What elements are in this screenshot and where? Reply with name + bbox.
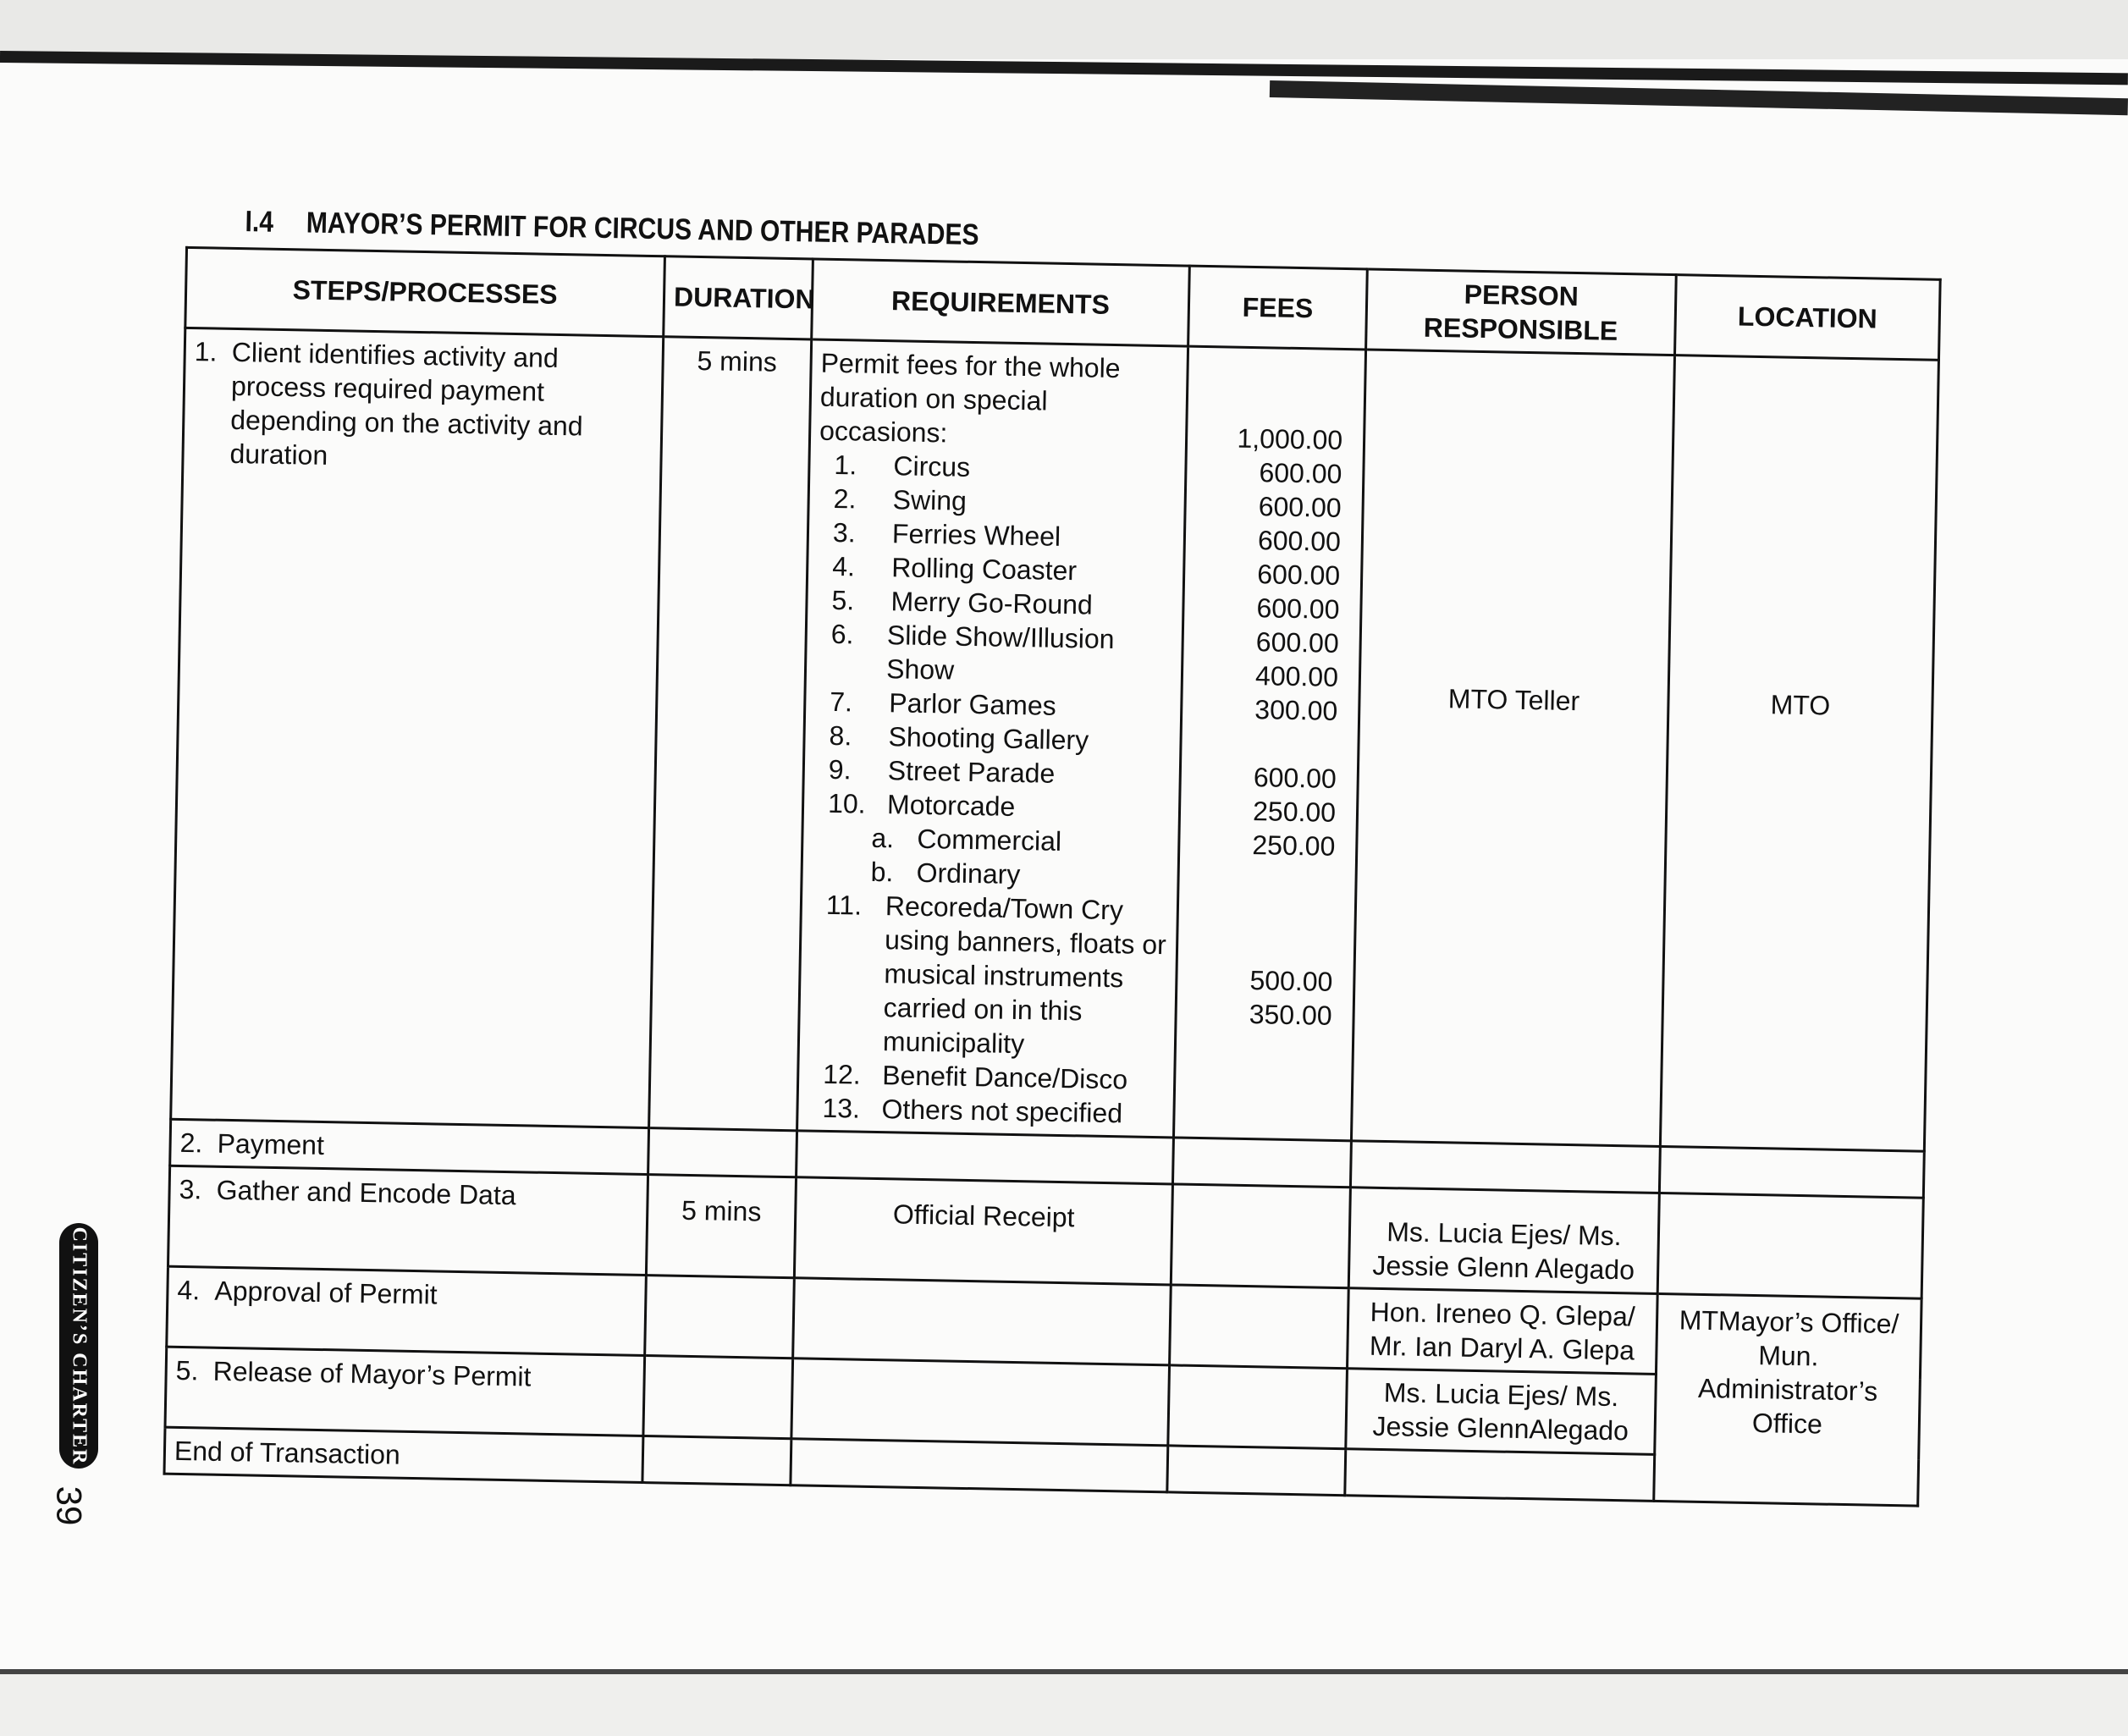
fee-value: 1,000.00 (1237, 422, 1343, 455)
step-text: Gather and Encode Data (216, 1174, 516, 1211)
step-text: Client identifies activity and process required payment depending on the activity and duration (229, 336, 583, 471)
step-text: Release of Mayor’s Permit (212, 1355, 532, 1392)
header-fees: FEES (1188, 266, 1368, 350)
header-requirements: REQUIREMENTS (812, 259, 1190, 346)
list-item: 11. Recoreda/Town Cry using banners, floats or musical instruments carried on in this municipality (825, 889, 1167, 1060)
fee-value: 300.00 (1254, 694, 1338, 726)
duration-cell: 5 mins (646, 1175, 796, 1278)
fee-value: 350.00 (1249, 999, 1332, 1031)
person-cell: Ms. Lucia Ejes/ Ms. Jessie GlennAlegado (1346, 1369, 1657, 1455)
list-item: 4. Rolling Coaster (831, 550, 1078, 587)
side-tab (59, 1223, 98, 1469)
page-top-edge-fold (1270, 80, 2128, 115)
list-item: 6. Slide Show/Illusion Show (830, 618, 1115, 686)
step-number: 3. (179, 1173, 202, 1205)
list-item: 1. Circus (834, 449, 971, 482)
list-item: 2. Swing (833, 482, 968, 516)
page-top-shadow (0, 0, 2128, 59)
process-table (163, 246, 1941, 1507)
fee-value: 600.00 (1256, 559, 1341, 591)
list-item: 8. Shooting Gallery (829, 719, 1089, 756)
step-number: 4. (177, 1274, 201, 1306)
list-item: 12. Benefit Dance/Disco (822, 1058, 1128, 1095)
step-text: Payment (217, 1127, 325, 1161)
page-number: 39 (49, 1485, 90, 1526)
section-title-text: MAYOR’S PERMIT FOR CIRCUS AND OTHER PARADES (306, 206, 979, 252)
person-cell: MTO Teller (1351, 350, 1674, 1147)
list-item: 5. Merry Go-Round (831, 584, 1094, 620)
list-item: b. Ordinary (870, 856, 1021, 890)
requirements-cell (797, 339, 1188, 1138)
step-number: 2. (179, 1127, 203, 1159)
list-item: 9. Street Parade (828, 753, 1056, 789)
person-cell: Ms. Lucia Ejes/ Ms. Jessie Glenn Alegado (1348, 1188, 1659, 1294)
location-cell: MTMayor’s Office/ Mun. Administrator’s Office (1654, 1293, 1921, 1506)
duration-cell: 5 mins (649, 337, 812, 1131)
fee-value: 600.00 (1259, 457, 1342, 489)
step-cell (170, 1119, 649, 1174)
fee-value: 600.00 (1253, 762, 1337, 794)
list-item: 3. Ferries Wheel (832, 516, 1061, 552)
person-cell: Hon. Ireneo Q. Glepa/ Mr. Ian Daryl A. Glepa (1348, 1288, 1658, 1375)
header-location: LOCATION (1675, 275, 1941, 361)
step-number: 1. (194, 336, 218, 367)
step-number: 5. (175, 1354, 199, 1386)
fee-value: 400.00 (1254, 660, 1339, 692)
step-cell (168, 1166, 648, 1275)
location-cell: MTO (1660, 355, 1938, 1152)
header-duration: DURATION (664, 256, 813, 339)
step-text: Approval of Permit (214, 1275, 438, 1310)
header-person: PERSON RESPONSIBLE (1366, 269, 1677, 355)
requirements-list (807, 448, 1177, 1132)
step-cell: End of Transaction (164, 1427, 643, 1482)
list-item: a. Commercial (871, 822, 1062, 857)
header-steps: STEPS/PROCESSES (185, 247, 665, 336)
step-cell (167, 1266, 647, 1355)
side-tab-label: CITIZEN’S CHARTER (68, 1226, 91, 1465)
step-cell (165, 1347, 645, 1436)
fees-cell (1173, 346, 1365, 1141)
fee-value: 250.00 (1252, 796, 1337, 828)
page-bottom-shadow (0, 1674, 2128, 1736)
list-item: 10. Motorcade (827, 787, 1016, 822)
fee-value: 600.00 (1257, 525, 1342, 557)
table-row (171, 328, 1939, 1151)
document-content (124, 203, 1939, 1470)
requirements-cell: Official Receipt (794, 1177, 1172, 1285)
fee-value: 600.00 (1255, 626, 1340, 659)
list-item: 13. Others not specified (822, 1092, 1123, 1129)
section-title (245, 205, 979, 252)
list-item: 7. Parlor Games (830, 686, 1057, 721)
fee-value: 600.00 (1258, 491, 1342, 523)
section-number: I.4 (245, 205, 274, 239)
fee-value: 250.00 (1252, 829, 1336, 862)
fee-value: 500.00 (1249, 965, 1333, 997)
requirements-intro: Permit fees for the whole duration on special occasions: (819, 347, 1121, 449)
fee-value: 600.00 (1256, 592, 1340, 625)
step-cell (171, 328, 664, 1127)
